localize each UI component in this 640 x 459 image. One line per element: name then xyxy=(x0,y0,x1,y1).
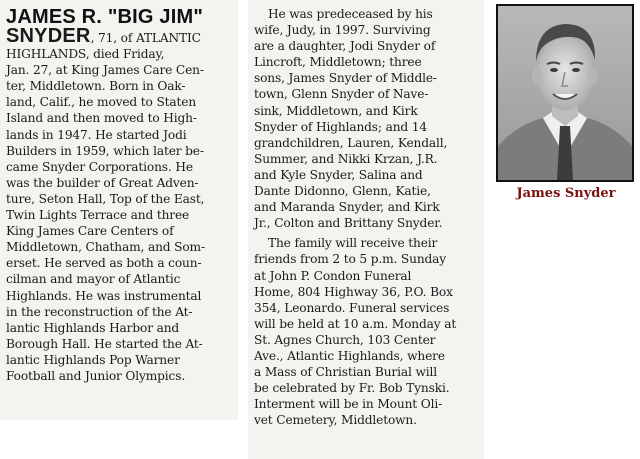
text-line: lands in 1947. He started Jodi xyxy=(6,127,187,142)
text-line: King James Care Centers of xyxy=(6,224,174,239)
text-line: Ave., Atlantic Highlands, where xyxy=(254,348,445,363)
text-line: was the builder of Great Adven- xyxy=(6,175,199,190)
text-line: be celebrated by Fr. Bob Tynski. xyxy=(254,381,450,396)
portrait-photo xyxy=(496,4,634,182)
text-line: wife, Judy, in 1997. Surviving xyxy=(254,23,431,38)
text-line: vet Cemetery, Middletown. xyxy=(254,413,417,428)
text-line: ture, Seton Hall, Top of the East, xyxy=(6,191,205,206)
text-line: grandchildren, Lauren, Kendall, xyxy=(254,135,448,150)
text-line-segment: , 71, of ATLANTIC xyxy=(90,31,201,45)
text-line: at John P. Condon Funeral xyxy=(254,268,412,283)
text-line: Island and then moved to High- xyxy=(6,111,197,126)
text-line: Highlands. He was instrumental xyxy=(6,288,202,303)
text-line: a Mass of Christian Burial will xyxy=(254,365,437,380)
text-line: town, Glenn Snyder of Nave- xyxy=(254,87,429,102)
obituary-lead-paragraph xyxy=(6,25,232,384)
text-line: Home, 804 Highway 36, P.O. Box xyxy=(254,284,453,299)
text-line: Football and Junior Olympics. xyxy=(6,368,186,383)
text-line: Jr., Colton and Brittany Snyder. xyxy=(254,216,443,231)
services-paragraph xyxy=(254,235,478,428)
text-line: Summer, and Nikki Krzan, J.R. xyxy=(254,151,438,166)
text-line: Jan. 27, at King James Care Cen- xyxy=(6,63,204,78)
text-line: Interment will be in Mount Oli- xyxy=(254,397,443,412)
text-line: erset. He served as both a coun- xyxy=(6,256,202,271)
obituary-column-right xyxy=(248,0,484,459)
text-line: Builders in 1959, which later be- xyxy=(6,143,204,158)
text-line: friends from 2 to 5 p.m. Sunday xyxy=(254,252,447,267)
text-line: Borough Hall. He started the At- xyxy=(6,336,203,351)
text-line xyxy=(6,25,232,47)
text-line: Lincroft, Middletown; three xyxy=(254,55,422,70)
text-line: lantic Highlands Pop Warner xyxy=(6,352,180,367)
text-line: land, Calif., he moved to Staten xyxy=(6,95,197,110)
obituary-column-left xyxy=(0,0,238,420)
portrait-card xyxy=(492,0,640,210)
text-line: cilman and mayor of Atlantic xyxy=(6,272,181,287)
text-line: Middletown, Chatham, and Som- xyxy=(6,240,205,255)
text-line: in the reconstruction of the At- xyxy=(6,304,193,319)
text-line: 354, Leonardo. Funeral services xyxy=(254,300,450,315)
text-line: He was predeceased by his xyxy=(268,7,433,21)
text-line: Twin Lights Terrace and three xyxy=(6,208,190,223)
text-line: sink, Middletown, and Kirk xyxy=(254,103,418,118)
text-line: St. Agnes Church, 103 Center xyxy=(254,332,436,347)
survivors-paragraph xyxy=(254,6,478,231)
text-line: The family will receive their xyxy=(268,236,438,251)
portrait-illustration xyxy=(498,6,632,180)
text-line: sons, James Snyder of Middle- xyxy=(254,71,437,86)
text-line: and Maranda Snyder, and Kirk xyxy=(254,200,440,215)
text-line: came Snyder Corporations. He xyxy=(6,159,193,174)
text-line: Dante Didonno, Glenn, Katie, xyxy=(254,184,431,199)
text-line: lantic Highlands Harbor and xyxy=(6,320,180,335)
text-line: are a daughter, Jodi Snyder of xyxy=(254,39,436,54)
text-line: HIGHLANDS, died Friday, xyxy=(6,47,165,62)
lead-surname: SNYDER xyxy=(6,25,91,47)
text-line: will be held at 10 a.m. Monday at xyxy=(254,316,457,331)
text-line: Snyder of Highlands; and 14 xyxy=(254,119,427,134)
obituary-headline: JAMES R. "BIG JIM" xyxy=(6,6,204,28)
text-line: ter, Middletown. Born in Oak- xyxy=(6,79,186,94)
text-line: and Kyle Snyder, Salina and xyxy=(254,167,423,182)
portrait-caption: James Snyder xyxy=(516,186,616,201)
